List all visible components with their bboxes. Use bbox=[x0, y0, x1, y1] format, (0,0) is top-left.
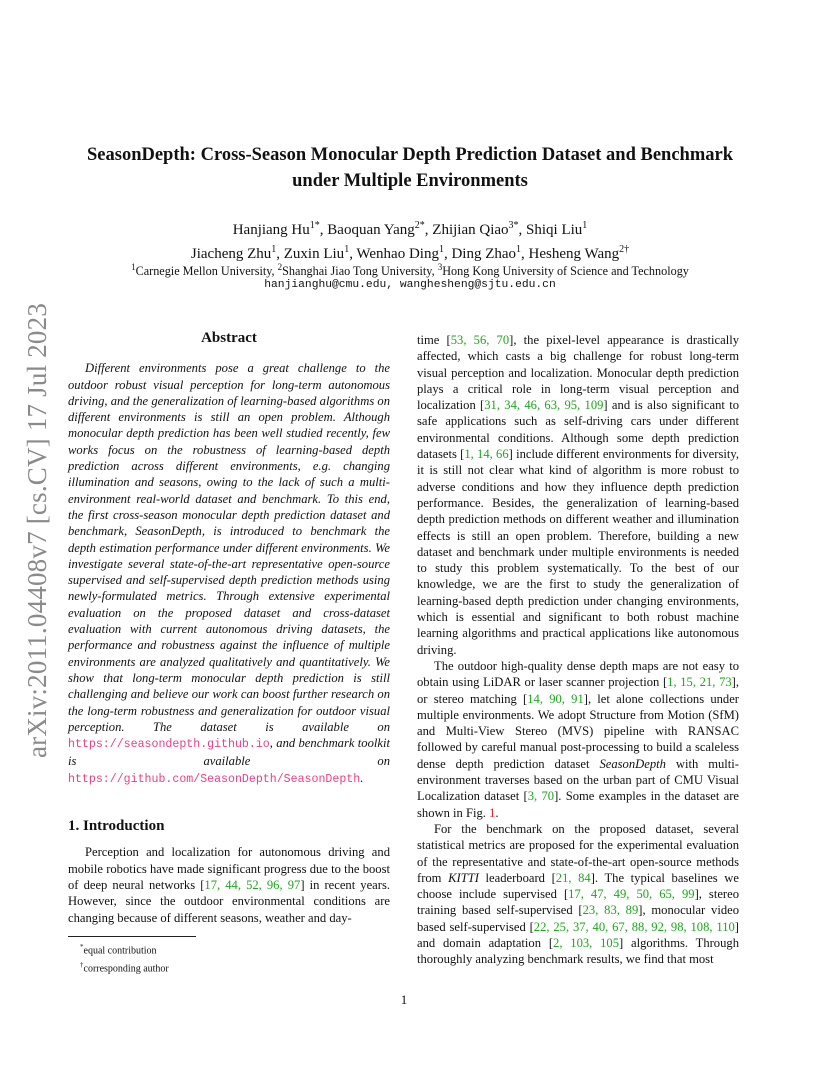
intro-text: Perception and localization for autonomous driving and mobile robotics have made significant progress due to the boost of deep neural networks [ bbox=[68, 845, 390, 892]
body-text: ] algorithms. Through thoroughly analyzing benchmark results, we find that most bbox=[417, 935, 739, 967]
toolkit-url-link[interactable]: https://github.com/SeasonDepth/SeasonDepth bbox=[68, 772, 361, 786]
body-text: ] and domain adaptation [ bbox=[417, 919, 739, 950]
emphasized-text: KITTI bbox=[448, 870, 479, 885]
author-list bbox=[80, 216, 740, 264]
body-text: ], let alone collections under multiple environments. We adopt Structure from Motion (SfM) and Multi-View Stereo (MVS) pipeline with RANSAC followed by careful manual post-processing to build a scaleless dense depth prediction dataset bbox=[417, 691, 740, 771]
left-column bbox=[68, 330, 390, 926]
author-affiliation-mark: 2* bbox=[414, 220, 425, 231]
author-emails[interactable]: hanjianghu@cmu.edu, wanghesheng@sjtu.edu.cn bbox=[264, 279, 556, 291]
body-text: . bbox=[495, 805, 499, 820]
author-name: Zhijian Qiao bbox=[432, 222, 509, 238]
dataset-url-link[interactable]: https://seasondepth.github.io bbox=[68, 738, 270, 752]
title-line-2: under Multiple Environments bbox=[292, 171, 528, 191]
body-text: ], the pixel-level appearance is drastically affected, which casts a big challenge for robust long-term visual perception and localization. Monocular depth prediction plays a critical role in long-term visual perception and localization [ bbox=[417, 333, 740, 413]
body-text: For the benchmark on the proposed dataset, several statistical metrics are proposed for the experimental evaluation of the representative and state-of-the-art open-source methods from bbox=[417, 821, 739, 885]
footnote-text: corresponding author bbox=[83, 963, 169, 975]
body-text: time [ bbox=[417, 333, 451, 347]
authors-line-2: Jiacheng Zhu$^1$, Zuxin Liu$^1$, Wenhao Ding$^1$, Ding Zhao$^1$, Hesheng Wang$^{2\dagger}$ bbox=[190, 244, 630, 262]
citation-link[interactable]: 53, 56, 70 bbox=[450, 333, 510, 347]
intro-text-cont: ] in recent years. However, since the outdoor environmental conditions are changing because of different seasons, weather and day- bbox=[68, 877, 391, 925]
author-name: Ding Zhao bbox=[451, 246, 517, 262]
citation-link[interactable]: 17, 44, 52, 96, 97 bbox=[204, 877, 301, 892]
citation-link[interactable]: 17, 47, 49, 50, 65, 99 bbox=[568, 887, 695, 902]
citation-link[interactable]: 3, 70 bbox=[527, 789, 555, 804]
author-affiliation-mark: 1 bbox=[516, 244, 522, 255]
citation-link[interactable]: 1, 14, 66 bbox=[464, 447, 509, 462]
body-text: ]. Some examples in the dataset are shown in Fig. bbox=[417, 789, 739, 820]
paper-title bbox=[60, 142, 760, 194]
author-affiliation-mark: 3* bbox=[508, 220, 519, 231]
footnote-corresponding-author bbox=[68, 958, 390, 976]
affiliation-name: Shanghai Jiao Tong University, bbox=[282, 264, 438, 279]
figure-reference-link[interactable]: 1 bbox=[489, 805, 496, 820]
right-paragraph-2 bbox=[417, 658, 739, 821]
affiliation-mark: 3 bbox=[437, 262, 443, 272]
citation-link[interactable]: 1, 15, 21, 73 bbox=[667, 675, 732, 690]
affiliation-mark: 1 bbox=[131, 262, 136, 272]
citation-link[interactable]: 31, 34, 46, 63, 95, 109 bbox=[484, 398, 604, 413]
affiliation-name: Carnegie Mellon University, bbox=[135, 264, 278, 279]
citation-link[interactable]: 14, 90, 91 bbox=[527, 691, 584, 706]
citation-link[interactable]: 21, 84 bbox=[555, 870, 591, 885]
author-name: Wenhao Ding bbox=[356, 246, 439, 262]
right-column bbox=[417, 332, 739, 968]
author-name: Baoquan Yang bbox=[327, 222, 415, 238]
body-text: The outdoor high-quality dense depth maps are not easy to obtain using LiDAR or laser scanner projection [ bbox=[417, 658, 739, 690]
right-paragraph-3 bbox=[417, 821, 739, 968]
citation-link[interactable]: 2, 103, 105 bbox=[553, 935, 620, 950]
body-text: with multi-environment traverses based on the urban part of CMU Visual Localization dataset [ bbox=[417, 756, 739, 804]
footnotes bbox=[68, 940, 390, 977]
authors-line-1: Hanjiang $Hu^{1*}$, Baoquan Yang$^{2*}$, Zhijian Qiao$^{3*}$, Shiqi Liu$^1$ bbox=[232, 220, 588, 238]
abstract-mid-text: , and benchmark toolkit is available on bbox=[68, 736, 390, 769]
body-text: ] include different environments for diversity, it is still not clear what kind of algorithm is more robust to adverse conditions and how they influence depth prediction performance. Besides, the generalization of learning-based depth prediction methods on different weather and illumination effects is still an open problem. Therefore, building a new dataset and benchmark under multiple environments is needed to study this problem systematically. To the best of our knowledge, we are the first to study the generalization of learning-based depth prediction under changing environments, which is essential and significant to both robust machine learning algorithms and practical applications like autonomous driving. bbox=[417, 447, 739, 657]
intro-paragraph-1 bbox=[68, 844, 390, 925]
abstract-body bbox=[68, 360, 390, 788]
title-line-1: SeasonDepth: Cross-Season Monocular Depth Prediction Dataset and Benchmark bbox=[87, 145, 733, 165]
body-text: ], stereo training based self-supervised [ bbox=[417, 887, 739, 918]
citation-link[interactable]: 22, 25, 37, 40, 67, 88, 92, 98, 108, 110 bbox=[533, 919, 735, 934]
affiliations bbox=[80, 259, 740, 279]
author-name: Zuxin Liu bbox=[283, 246, 345, 262]
affiliation-name: Hong Kong University of Science and Technology bbox=[442, 264, 689, 279]
footnote-rule bbox=[68, 936, 196, 937]
arxiv-side-stamp bbox=[18, 295, 58, 765]
body-text: ]. The typical baselines we choose include supervised [ bbox=[417, 870, 739, 902]
author-name: Shiqi Liu bbox=[526, 222, 583, 238]
body-text: ] and is also significant to safe applications such as self-driving cars under different environmental conditions. Although some depth prediction datasets [ bbox=[417, 398, 740, 462]
footnote-text: equal contribution bbox=[83, 945, 157, 957]
footnote-equal-contribution bbox=[68, 940, 390, 958]
author-name: Hesheng Wang bbox=[528, 246, 620, 262]
body-text: ], monocular video based self-supervised [ bbox=[417, 903, 739, 934]
footnote-mark: † bbox=[80, 961, 84, 970]
author-affiliation-mark: 1 bbox=[344, 244, 350, 255]
author-affiliation-mark: 1 bbox=[271, 244, 277, 255]
arxiv-stamp-text: arXiv:2011.04408v7 [cs.CV] 17 Jul 2023 bbox=[22, 302, 53, 758]
author-name: Hanjiang Hu bbox=[232, 222, 310, 238]
page-number: 1 bbox=[400, 992, 408, 1007]
introduction-heading: 1. Introduction bbox=[68, 818, 165, 835]
body-text: leaderboard [ bbox=[478, 870, 556, 885]
abstract-end-text: . bbox=[360, 770, 364, 785]
affiliation-mark: 2 bbox=[277, 262, 283, 272]
right-paragraph-1 bbox=[417, 332, 739, 658]
body-text: ], or stereo matching [ bbox=[417, 675, 740, 706]
author-affiliation-mark: 1 bbox=[582, 220, 588, 231]
author-name: Jiacheng Zhu bbox=[190, 246, 272, 262]
author-affiliation-mark: 1* bbox=[309, 220, 320, 231]
abstract-heading: Abstract bbox=[201, 330, 257, 346]
author-affiliation-mark: 2† bbox=[619, 244, 630, 255]
emphasized-text: SeasonDepth bbox=[599, 756, 666, 771]
author-affiliation-mark: 1 bbox=[438, 244, 444, 255]
footnote-mark: * bbox=[80, 943, 84, 951]
abstract-text: Different environments pose a great challenge to the outdoor robust visual perception for long-term autonomous driving, and the generalization of learning-based algorithms on different environments is still an open problem. Although monocular depth prediction has been well studied recently, few works focus on the robustness of learning-based depth prediction across different environments, e.g. changing illumination and seasons, owing to the lack of such a multi-environment real-world dataset and benchmark. To this end, the first cross-season monocular depth prediction dataset and benchmark, SeasonDepth, is introduced to benchmark the depth estimation performance under different environments. We investigate several state-of-the-art representative open-source supervised and self-supervised depth prediction methods using newly-formulated metrics. Through extensive experimental evaluation on the proposed dataset and cross-dataset evaluation with current autonomous driving datasets, the performance and robustness against the influence of multiple environments are analyzed qualitatively and quantitatively. We show that long-term monocular depth prediction is still challenging and believe our work can boost further research on the long-term robustness and generalization for outdoor visual perception. The dataset is available on bbox=[68, 361, 390, 734]
citation-link[interactable]: 23, 83, 89 bbox=[582, 903, 639, 918]
